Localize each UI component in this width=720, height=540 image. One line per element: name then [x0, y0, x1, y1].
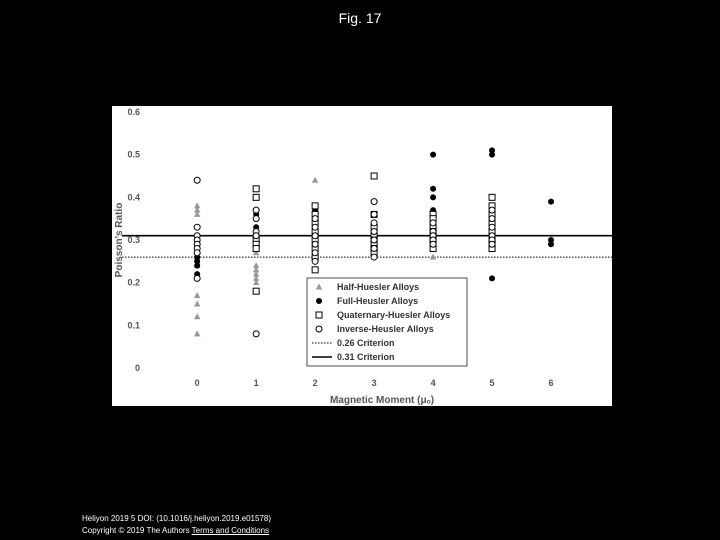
data-point-circle-open: [371, 199, 377, 205]
figure-footer: [82, 513, 271, 537]
data-point-circle-open: [312, 258, 318, 264]
data-point-triangle: [253, 262, 259, 268]
data-point-circle-open: [430, 241, 436, 247]
x-tick-label: 3: [371, 378, 377, 388]
data-point-square-open: [489, 194, 495, 200]
data-point-triangle: [430, 254, 436, 260]
data-point-triangle: [194, 313, 200, 319]
y-tick-label: 0.5: [127, 149, 140, 160]
data-point-circle-open: [371, 237, 377, 243]
data-point-circle-open: [194, 275, 200, 281]
data-point-circle-filled: [430, 194, 436, 200]
y-tick-label: 0.6: [127, 107, 140, 117]
data-point-square-open: [312, 203, 318, 209]
data-point-triangle: [194, 330, 200, 336]
chart-panel: [112, 106, 612, 406]
y-tick-label: 0: [134, 363, 140, 373]
data-point-circle-filled: [548, 199, 554, 205]
slide-title: Fig. 17: [338, 10, 382, 26]
data-point-circle-filled: [430, 186, 436, 192]
legend-marker: [316, 312, 322, 318]
data-point-circle-open: [489, 224, 495, 230]
data-point-circle-open: [371, 246, 377, 252]
terms-link[interactable]: Terms and Conditions: [191, 526, 270, 535]
legend-label: Inverse-Heusler Alloys: [337, 324, 434, 334]
data-point-circle-filled: [489, 275, 495, 281]
y-tick-label: 0.3: [127, 235, 140, 245]
legend-label: Full-Heusler Alloys: [337, 296, 419, 306]
copyright-line: [82, 525, 271, 537]
data-point-circle-open: [371, 228, 377, 234]
y-axis-title: Poisson's Ratio: [114, 202, 125, 278]
legend-marker: [316, 298, 322, 304]
x-tick-label: 2: [312, 378, 318, 388]
citation-text: Heliyon 2019 5 DOI: (10.1016/j.heliyon.2019.e01578): [82, 514, 272, 523]
x-tick-label: 0: [194, 378, 200, 388]
data-point-circle-open: [194, 250, 200, 256]
legend-label: Quaternary-Huesler Alloys: [337, 310, 451, 320]
data-point-circle-filled: [548, 241, 554, 247]
data-point-triangle: [194, 292, 200, 298]
legend: [307, 278, 467, 366]
data-point-square-open: [253, 246, 259, 252]
data-point-triangle: [194, 202, 200, 208]
y-tick-label: 0.4: [127, 192, 140, 203]
x-tick-label: 6: [548, 378, 554, 388]
data-point-circle-open: [194, 224, 200, 230]
x-tick-label: 1: [253, 378, 259, 388]
data-point-circle-open: [371, 220, 377, 226]
legend-label: Half-Huesler Alloys: [337, 282, 420, 292]
data-point-triangle: [312, 177, 318, 183]
data-point-circle-open: [430, 220, 436, 226]
data-point-circle-open: [371, 254, 377, 260]
data-point-circle-open: [312, 224, 318, 230]
data-point-square-open: [312, 267, 318, 273]
x-tick-label: 4: [430, 378, 436, 388]
data-point-square-open: [253, 288, 259, 294]
data-point-circle-open: [489, 241, 495, 247]
data-point-square-open: [253, 186, 259, 192]
x-tick-label: 5: [489, 378, 495, 388]
legend-label: 0.26 Criterion: [337, 338, 395, 348]
y-tick-label: 0.2: [127, 277, 140, 288]
data-point-circle-filled: [430, 152, 436, 158]
legend-marker: [316, 326, 322, 332]
data-point-circle-open: [489, 207, 495, 213]
data-point-circle-open: [194, 177, 200, 183]
data-point-square-open: [371, 173, 377, 179]
x-axis-title: Magnetic Moment (μₒ): [329, 395, 435, 406]
data-point-circle-open: [312, 250, 318, 256]
data-point-circle-filled: [489, 152, 495, 158]
data-point-circle-open: [253, 216, 259, 222]
data-point-circle-open: [253, 207, 259, 213]
data-point-circle-open: [253, 331, 259, 337]
poisson-ratio-scatter-chart: [112, 106, 612, 406]
data-point-circle-open: [312, 241, 318, 247]
data-point-triangle: [194, 301, 200, 307]
data-point-circle-open: [312, 233, 318, 239]
data-point-circle-open: [371, 211, 377, 217]
legend-label: 0.31 Criterion: [337, 352, 395, 362]
y-tick-label: 0.1: [127, 320, 140, 331]
data-point-circle-open: [489, 216, 495, 222]
copyright-text: Copyright © 2019 The Authors: [82, 526, 190, 535]
data-point-circle-open: [312, 216, 318, 222]
data-point-square-open: [253, 194, 259, 200]
data-point-circle-open: [253, 233, 259, 239]
